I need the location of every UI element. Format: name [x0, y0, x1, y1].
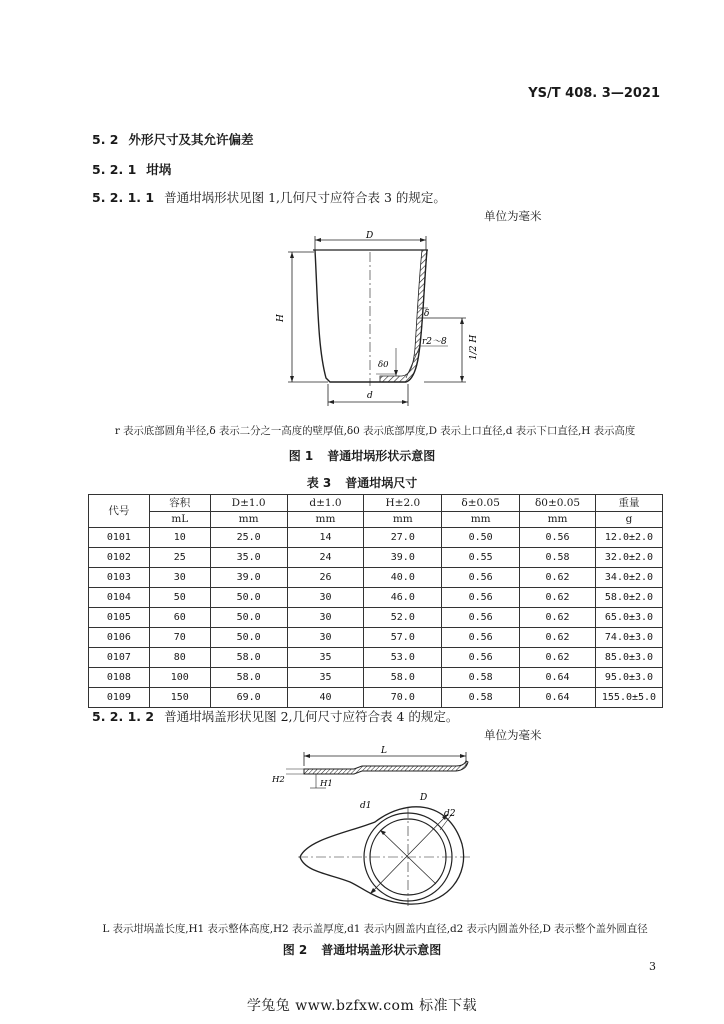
cell: 0.62: [520, 588, 596, 608]
cell: 0.64: [520, 668, 596, 688]
cell: 30: [287, 588, 364, 608]
cell: 70: [149, 628, 210, 648]
cell: 35.0: [210, 548, 287, 568]
table-row: [89, 568, 663, 588]
figure1-caption-text: 普通坩埚形状示意图: [327, 449, 436, 463]
cell: 0.56: [442, 588, 520, 608]
cell: 58.0: [210, 648, 287, 668]
label-H: H: [276, 314, 286, 322]
header-delta0: δ0±0.05: [520, 495, 596, 512]
label-H2: H2: [272, 775, 285, 785]
cell: 50: [149, 588, 210, 608]
unit-delta0: mm: [520, 511, 596, 528]
cell: 26: [287, 568, 364, 588]
label-L: L: [381, 746, 387, 756]
cell: 30: [287, 608, 364, 628]
cell: 40: [287, 688, 364, 708]
cell: 0.55: [442, 548, 520, 568]
cell: 0.62: [520, 608, 596, 628]
cell: 69.0: [210, 688, 287, 708]
header-code: 代号: [89, 495, 150, 528]
table3-caption: [0, 474, 724, 491]
cell: 95.0±3.0: [595, 668, 662, 688]
header-delta: δ±0.05: [442, 495, 520, 512]
cell: 0.62: [520, 628, 596, 648]
table-row: [89, 608, 663, 628]
label-delta0: δ0: [378, 360, 389, 370]
unit-volume: mL: [149, 511, 210, 528]
page-number: 3: [649, 960, 656, 973]
label-d: d: [367, 391, 373, 401]
cell: 25: [149, 548, 210, 568]
cell: 60: [149, 608, 210, 628]
cell: 0106: [89, 628, 150, 648]
cell: 0.56: [520, 528, 596, 548]
cell: 85.0±3.0: [595, 648, 662, 668]
cell: 0.56: [442, 648, 520, 668]
cell: 24: [287, 548, 364, 568]
cell: 34.0±2.0: [595, 568, 662, 588]
header-D: D±1.0: [210, 495, 287, 512]
table-row: [89, 648, 663, 668]
cell: 0102: [89, 548, 150, 568]
cell: 0.50: [442, 528, 520, 548]
header-weight: 重量: [595, 495, 662, 512]
section-number: 5. 2. 1: [92, 162, 137, 177]
cell: 50.0: [210, 628, 287, 648]
cell: 35: [287, 648, 364, 668]
section-number: 5. 2. 1. 1: [92, 190, 155, 205]
cell: 30: [149, 568, 210, 588]
cell: 50.0: [210, 608, 287, 628]
section-text: 普通坩埚盖形状见图 2,几何尺寸应符合表 4 的规定。: [164, 709, 459, 724]
unit-D: mm: [210, 511, 287, 528]
table-row: [89, 588, 663, 608]
figure1-note: r 表示底部圆角半径,δ 表示二分之一高度的壁厚值,δ0 表示底部厚度,D 表示上口直径,d 表示下口直径,H 表示高度: [114, 425, 636, 437]
figure2-caption: [0, 941, 724, 958]
cell: 0108: [89, 668, 150, 688]
cell: 65.0±3.0: [595, 608, 662, 628]
cell: 39.0: [364, 548, 442, 568]
cell: 0107: [89, 648, 150, 668]
unit-d: mm: [287, 511, 364, 528]
cell: 53.0: [364, 648, 442, 668]
cell: 0.56: [442, 568, 520, 588]
label-d2: d2: [444, 809, 456, 819]
cell: 0.64: [520, 688, 596, 708]
cell: 0105: [89, 608, 150, 628]
cell: 155.0±5.0: [595, 688, 662, 708]
label-D: D: [366, 231, 374, 241]
cell: 80: [149, 648, 210, 668]
unit-weight: g: [595, 511, 662, 528]
cell: 12.0±2.0: [595, 528, 662, 548]
figure2-note: L 表示坩埚盖长度,H1 表示整体高度,H2 表示盖厚度,d1 表示内圆盖内直径,d2 表示内圆盖外径,D 表示整个盖外圆直径: [102, 923, 648, 935]
crucible-diagram: [270, 228, 490, 414]
section-5-2-1-heading: [92, 160, 171, 178]
section-5-2-heading: [92, 130, 254, 148]
cell: 25.0: [210, 528, 287, 548]
cell: 0104: [89, 588, 150, 608]
cell: 0.58: [442, 688, 520, 708]
cell: 14: [287, 528, 364, 548]
cell: 0.56: [442, 628, 520, 648]
header-volume: 容积: [149, 495, 210, 512]
cell: 46.0: [364, 588, 442, 608]
cell: 100: [149, 668, 210, 688]
label-half-h: 1/2 H: [469, 334, 479, 360]
cell: 40.0: [364, 568, 442, 588]
figure1-caption-no: 图 1: [288, 449, 314, 463]
cell: 35: [287, 668, 364, 688]
cell: 52.0: [364, 608, 442, 628]
label-r: r2～8: [422, 337, 447, 347]
cell: 58.0±2.0: [595, 588, 662, 608]
cell: 50.0: [210, 588, 287, 608]
standard-code: YS/T 408. 3—2021: [528, 86, 660, 101]
cell: 150: [149, 688, 210, 708]
unit-delta: mm: [442, 511, 520, 528]
unit-note: 单位为毫米: [484, 728, 542, 742]
cell: 58.0: [210, 668, 287, 688]
header-d: d±1.0: [287, 495, 364, 512]
table-row: [89, 688, 663, 708]
table-row: [89, 548, 663, 568]
crucible-lid-diagram: [270, 744, 490, 914]
cell: 0.56: [442, 608, 520, 628]
section-number: 5. 2. 1. 2: [92, 709, 155, 724]
figure2-caption-text: 普通坩埚盖形状示意图: [321, 943, 442, 957]
cell: 0109: [89, 688, 150, 708]
cell: 0.58: [442, 668, 520, 688]
cell: 70.0: [364, 688, 442, 708]
footer-watermark: 学兔兔 www.bzfxw.com 标准下载: [246, 998, 478, 1014]
table3-caption-no: 表 3: [306, 476, 332, 490]
cell: 0.62: [520, 568, 596, 588]
table-row: [89, 528, 663, 548]
figure1-caption: [0, 447, 724, 464]
cell: 39.0: [210, 568, 287, 588]
label-delta: δ: [424, 309, 430, 319]
cell: 0.58: [520, 548, 596, 568]
figure2-caption-no: 图 2: [282, 943, 308, 957]
header-H: H±2.0: [364, 495, 442, 512]
unit-note: 单位为毫米: [484, 209, 542, 223]
section-text: 普通坩埚形状见图 1,几何尺寸应符合表 3 的规定。: [164, 190, 446, 205]
table-row: [89, 668, 663, 688]
cell: 57.0: [364, 628, 442, 648]
cell: 58.0: [364, 668, 442, 688]
cell: 0103: [89, 568, 150, 588]
section-title: 外形尺寸及其允许偏差: [128, 132, 254, 147]
cell: 74.0±3.0: [595, 628, 662, 648]
cell: 27.0: [364, 528, 442, 548]
label-H1: H1: [320, 779, 333, 789]
section-5-2-1-2: [92, 707, 458, 725]
cell: 0101: [89, 528, 150, 548]
cell: 10: [149, 528, 210, 548]
cell: 0.62: [520, 648, 596, 668]
label-D: D: [420, 793, 428, 803]
table3-caption-text: 普通坩埚尺寸: [345, 476, 418, 490]
unit-H: mm: [364, 511, 442, 528]
crucible-dimensions-table: [88, 494, 663, 708]
cell: 30: [287, 628, 364, 648]
table-row: [89, 628, 663, 648]
section-number: 5. 2: [92, 132, 119, 147]
cell: 32.0±2.0: [595, 548, 662, 568]
section-title: 坩埚: [146, 162, 172, 177]
section-5-2-1-1: [92, 188, 446, 206]
label-d1: d1: [360, 801, 372, 811]
